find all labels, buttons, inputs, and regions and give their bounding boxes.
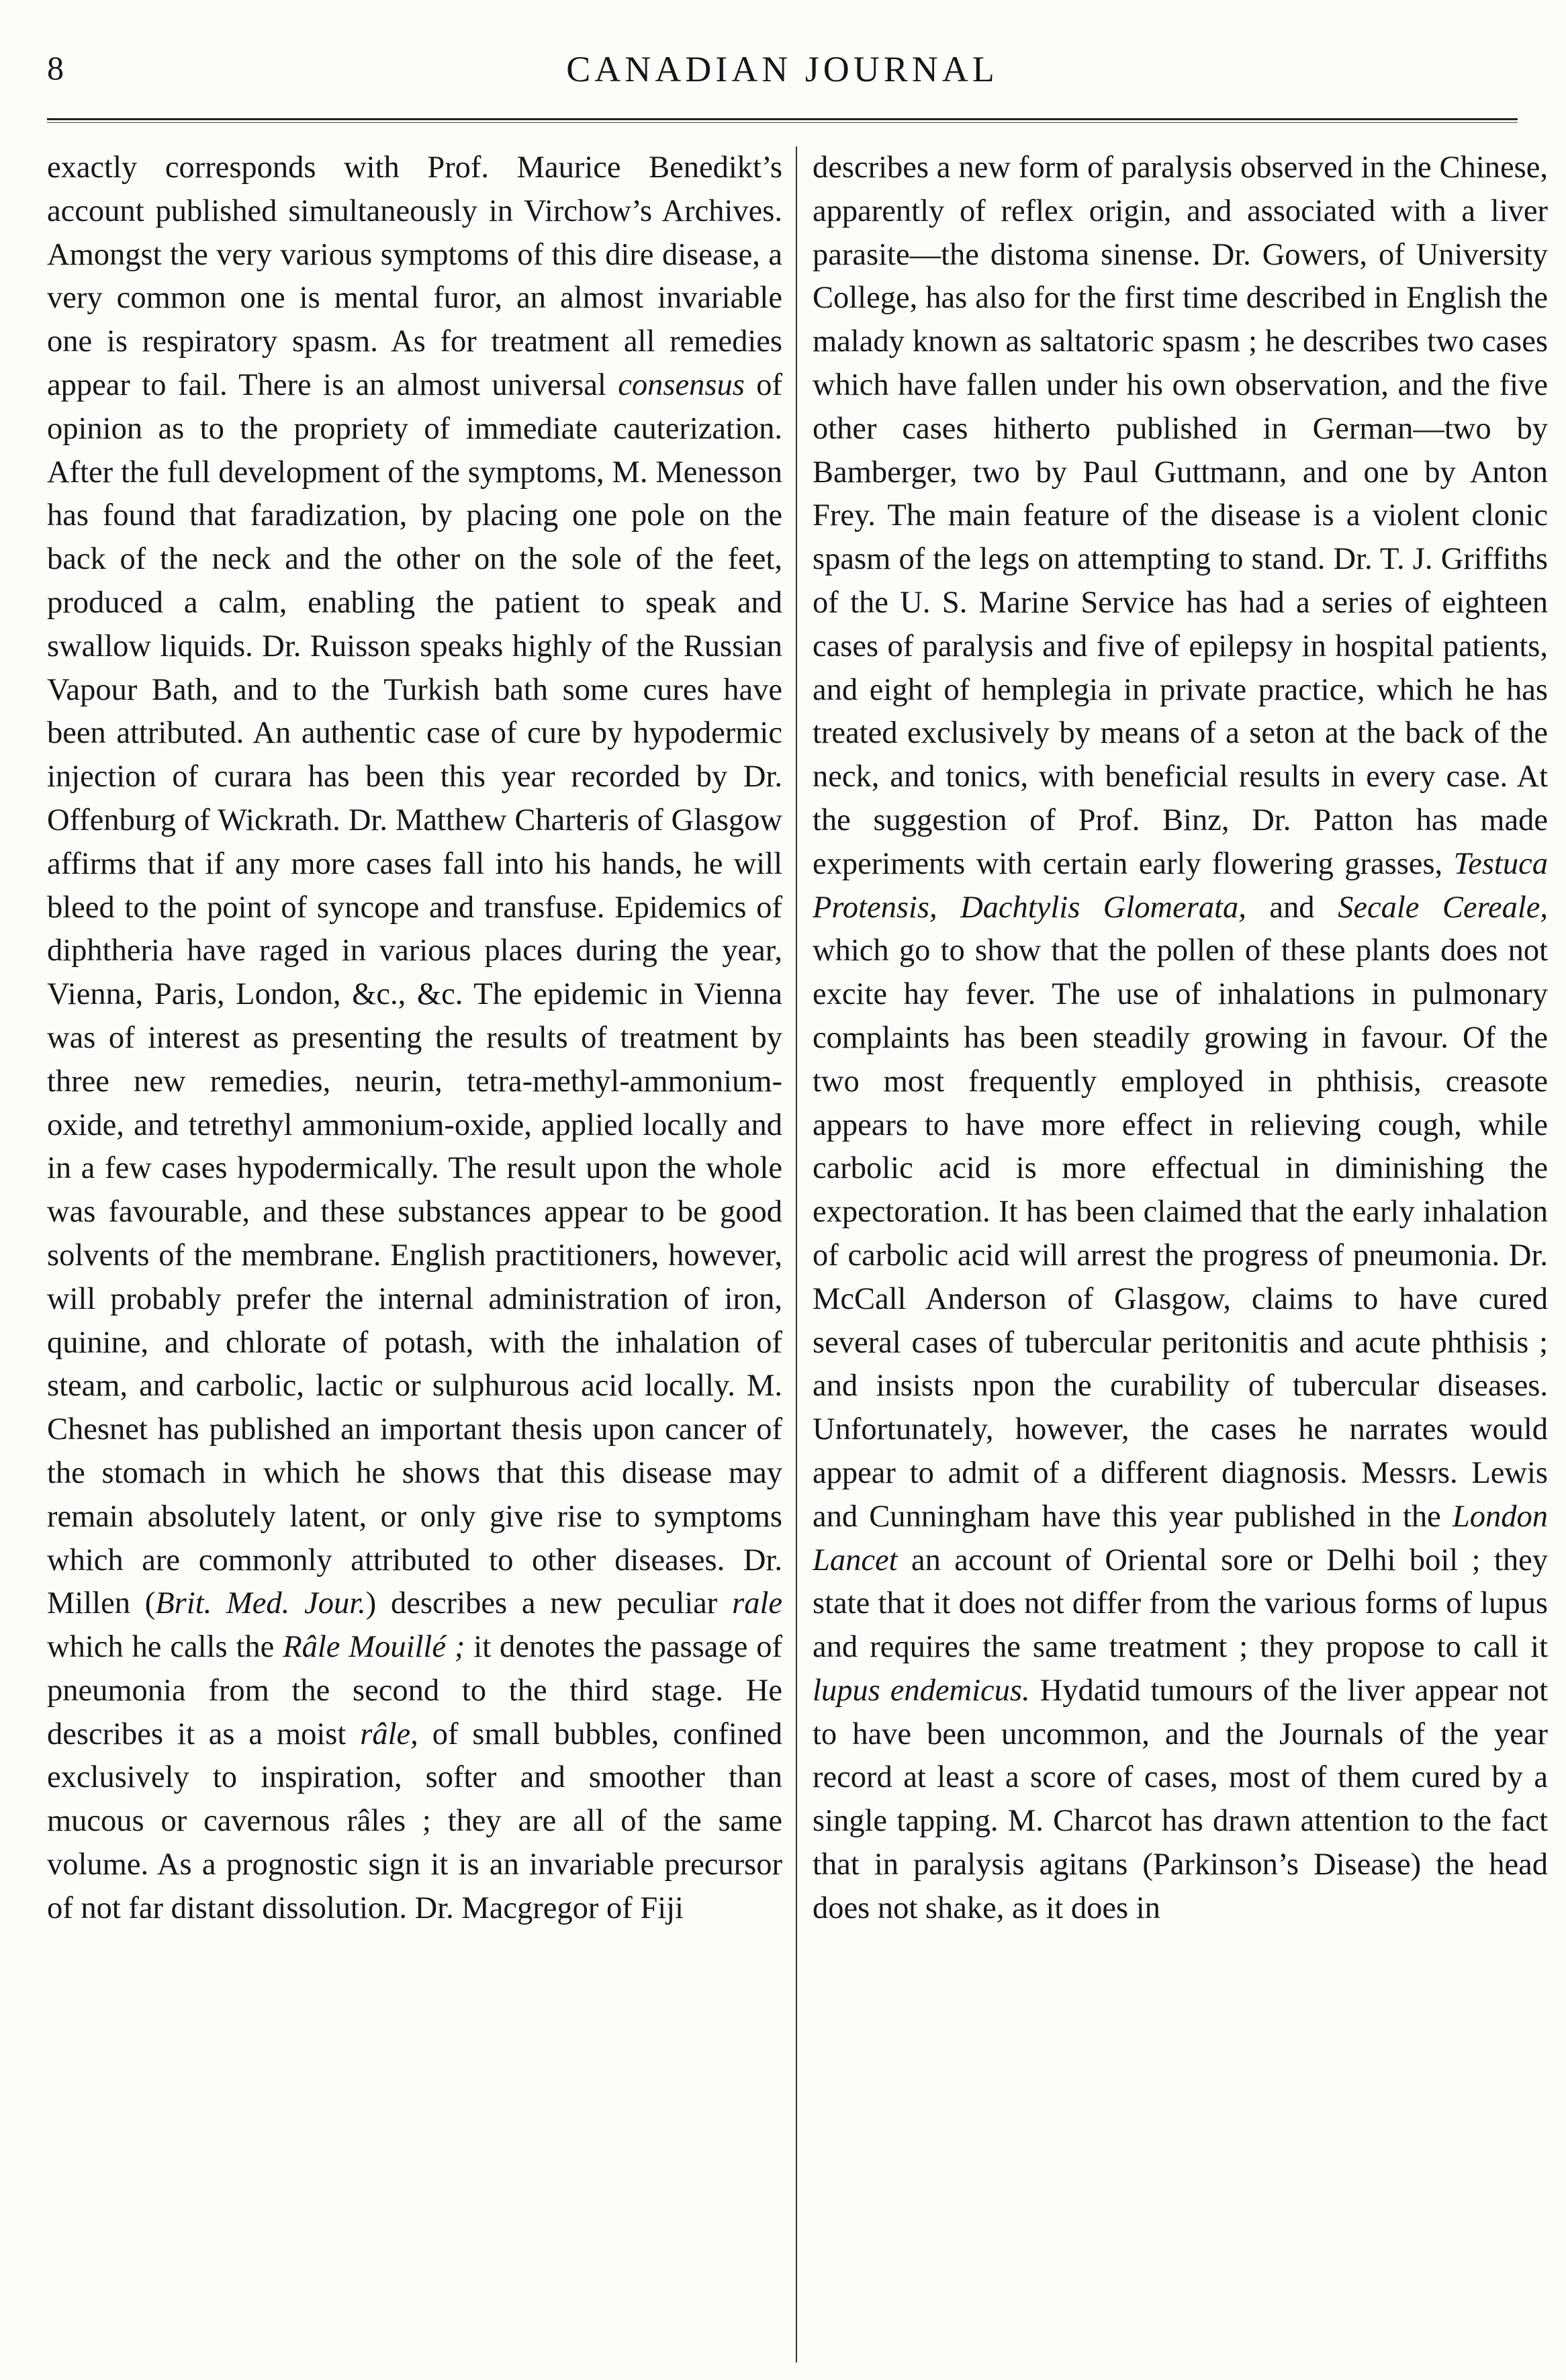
text-run: exactly corresponds with Prof. Maurice Benedikt’s account published simultaneously in Virchow’s Archives. Amongst the very various symptoms of this dire disease, a very common one is mental furor, an almost invariable one is respiratory spasm. As for treatment all remedies appear to fail. There is an almost universal: [47, 150, 782, 402]
journal-name: Brit. Med. Jour.: [155, 1586, 366, 1621]
italic-term: lupus endemicus.: [813, 1673, 1030, 1708]
italic-term: consensus: [618, 367, 745, 402]
right-column: [813, 146, 1548, 2363]
italic-term: râle,: [360, 1717, 418, 1751]
text-run: of opinion as to the propriety of immediate cauterization. After the full development of the symptoms, M. Menesson has found that faradization, by placing one pole on the back of the neck and the other on the sole of the feet, produced a calm, enabling the patient to speak and swallow liquids. Dr. Ruisson speaks highly of the Russian Vapour Bath, and to the Turkish bath some cures have been attributed. An authentic case of cure by hypodermic injection of curara has been this year recorded by Dr. Offenburg of Wickrath. Dr. Matthew Charteris of Glasgow affirms that if any more cases fall into his hands, he will bleed to the point of syncope and transfuse. Epidemics of diphtheria have raged in various places during the year, Vienna, Paris, London, &c., &c. The epidemic in Vienna was of interest as presenting the results of treatment by three new remedies, neurin, tetra-methyl-ammonium-oxide, and tetrethyl ammonium-oxide, applied locally and in a few cases hypodermically. The result upon the whole was favourable, and these substances appear to be good solvents of the membrane. English practitioners, however, will probably prefer the internal administration of iron, quinine, and chlorate of potash, with the inhalation of steam, and carbolic, lactic or sulphurous acid locally. M. Chesnet has published an important thesis upon cancer of the stomach in which he shows that this disease may remain absolutely latent, or only give rise to symptoms which are commonly attributed to other diseases. Dr. Millen (: [47, 367, 782, 1621]
right-column-text: [813, 146, 1548, 1931]
text-run: describes a new form of paralysis observed in the Chinese, apparently of reflex origin, and associated with a liver parasite—the distoma sinense. Dr. Gowers, of University College, has also for the first time described in English the malady known as saltatoric spasm ; he describes two cases which have fallen under his own observation, and the five other cases hitherto published in German—two by Bamberger, two by Paul Guttmann, and one by Anton Frey. The main feature of the disease is a violent clonic spasm of the legs on attempting to stand. Dr. T. J. Griffiths of the U. S. Marine Service has had a series of eighteen cases of paralysis and five of epilepsy in hospital patients, and eight of hemplegia in private practice, which he has treated exclusively by means of a seton at the back of the neck, and tonics, with beneficial results in every case. At the suggestion of Prof. Binz, Dr. Patton has made experiments with certain early flowering grasses,: [813, 150, 1548, 881]
left-column: [47, 146, 782, 2363]
text-run: which go to show that the pollen of these plants does not excite hay fever. The use of inhalations in pulmonary complaints has been steadily growing in favour. Of the two most frequently employed in phthisis, creasote appears to have more effect in relieving cough, while carbolic acid is more effectual in diminishing the expectoration. It has been claimed that the early inhalation of carbolic acid will arrest the progress of pneumonia. Dr. McCall Anderson of Glasgow, claims to have cured several cases of tubercular peritonitis and acute phthisis ; and insists npon the curability of tubercular diseases. Unfortunately, however, the cases he narrates would appear to admit of a different diagnosis. Messrs. Lewis and Cunningham have this year published in the: [813, 933, 1548, 1534]
text-run: ) describes a new peculiar: [365, 1586, 718, 1621]
left-column-text: [47, 146, 782, 1931]
text-run: and: [1269, 890, 1315, 925]
italic-term: rale: [732, 1586, 782, 1621]
text-run: which he calls the: [47, 1630, 275, 1665]
page-header: [47, 48, 1518, 95]
text-run: Hydatid tumours of the liver appear not to have been uncommon, and the Journals of the year record at least a score of cases, most of them cured by a single tapping. M. Charcot has drawn attention to the fact that in paralysis agitans (Parkinson’s Disease) the head does not shake, as it does in: [813, 1673, 1548, 1925]
page-number: 8: [47, 49, 64, 87]
italic-term: Râle Mouillé ;: [283, 1630, 465, 1665]
text-run: an account of Oriental sore or Delhi boil ; they state that it does not differ from the various forms of lupus and requires the same treatment ; they propose to call it: [813, 1543, 1548, 1665]
text-run: it denotes the passage of pneumonia from the second to the third stage. He describes it as a moist: [47, 1630, 782, 1751]
journal-name: London Lancet: [813, 1499, 1548, 1577]
text-run: of small bubbles, confined exclusively to inspiration, softer and smoother than mucous or cavernous râles ; they are all of the same volume. As a prognostic sign it is an invariable precursor of not far distant dissolution. Dr. Macgregor of Fiji: [47, 1717, 782, 1925]
running-title: CANADIAN JOURNAL: [566, 49, 999, 89]
column-divider: [796, 146, 797, 2363]
species-name: Secale Cereale,: [1338, 890, 1548, 925]
header-rule: [47, 118, 1518, 123]
species-names: Testuca Protensis, Dachtylis Glomerata,: [813, 846, 1548, 925]
